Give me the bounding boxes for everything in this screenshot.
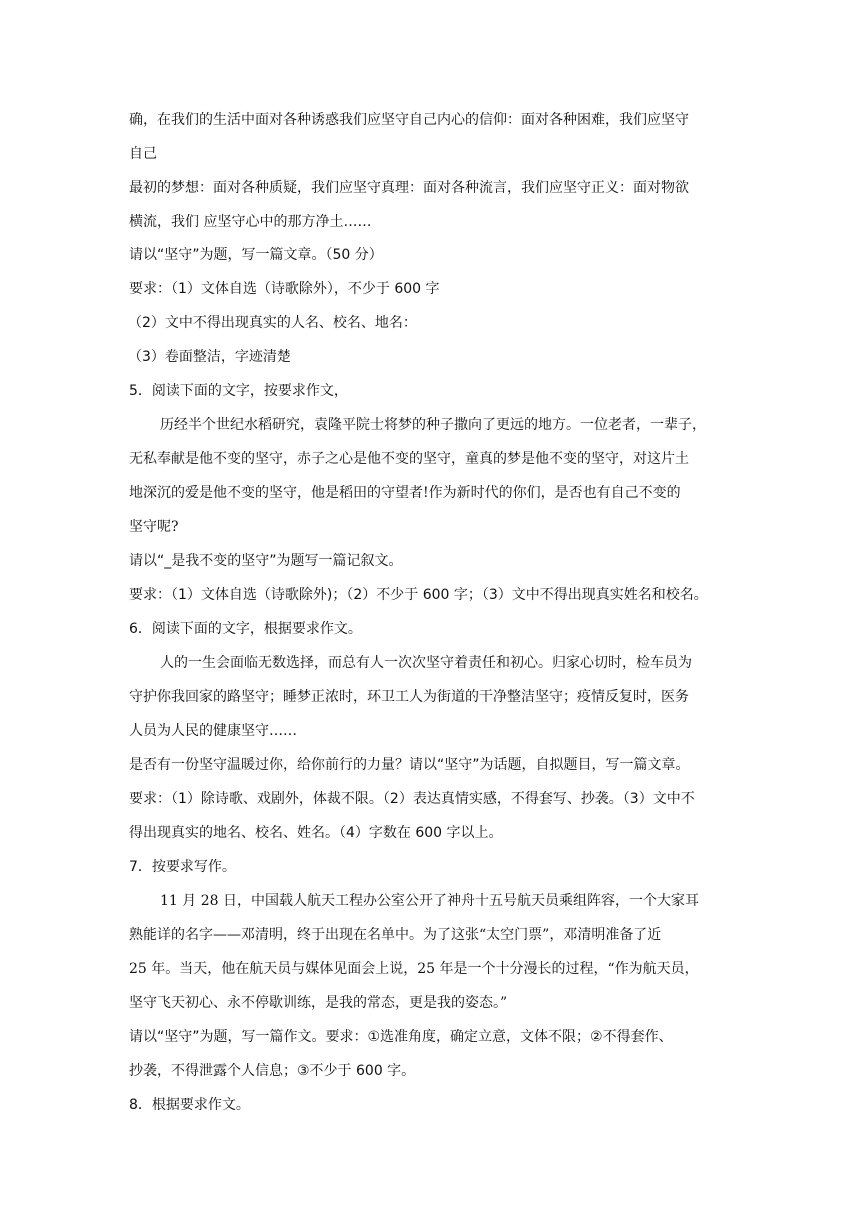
text-line: 请以“_是我不变的坚守”为题写一篇记叙文。 [129, 553, 403, 569]
text-line: 地深沉的爱是他不变的坚守，他是稻田的守望者!作为新时代的你们，是否也有自己不变的 [129, 485, 681, 501]
question-heading: 5．阅读下面的文字，按要求作文， [129, 383, 348, 399]
text-line: 确，在我们的生活中面对各种诱惑我们应坚守自己内心的信仰：面对各种困难，我们应坚守 [129, 112, 689, 128]
text-line: 最初的梦想：面对各种质疑，我们应坚守真理：面对各种流言，我们应坚守正义：面对物欲 [129, 180, 689, 196]
text-line: 人的一生会面临无数选择，而总有人一次次坚守着责任和初心。归家心切时，检车员为 [160, 655, 692, 671]
text-line: 抄袭，不得泄露个人信息；③不少于 600 字。 [129, 1063, 416, 1079]
text-line: 要求：（1）除诗歌、戏剧外，体裁不限。（2）表达真情实感，不得套写、抄袭。（3）文中不 [129, 791, 695, 807]
text-line: 历经半个世纪水稻研究，袁隆平院士将梦的种子撒向了更远的地方。一位老者，一辈子， [160, 417, 706, 433]
text-line: 熟能详的名字——邓清明，终于出现在名单中。为了这张“太空门票”，邓清明准备了近 [129, 927, 662, 943]
text-line: 要求：（1）文体自选（诗歌除外），不少于 600 字 [129, 281, 440, 297]
text-line: 要求：（1）文体自选（诗歌除外)；（2）不少于 600 字；（3）文中不得出现真实姓名和校名。 [129, 587, 708, 603]
text-line: （3）卷面整洁，字迹清楚 [128, 349, 291, 365]
text-line: 11 月 28 日，中国载人航天工程办公室公开了神舟十五号航天员乘组阵容，一个大家耳 [160, 893, 699, 909]
text-line: 请以“坚守”为题，写一篇作文。要求：①选准角度，确定立意，文体不限；②不得套作、 [129, 1029, 673, 1045]
question-heading: 6．阅读下面的文字，根据要求作文。 [129, 621, 362, 637]
text-line: 坚守呢? [129, 519, 179, 535]
text-line: 人员为人民的健康坚守…… [129, 723, 297, 739]
text-line: 25 年。当天，他在航天员与媒体见面会上说，25 年是一个十分漫长的过程，“作为航天员， [129, 961, 699, 977]
question-heading: 8．根据要求作文。 [129, 1097, 250, 1113]
text-line: 守护你我回家的路坚守；睡梦正浓时，环卫工人为街道的干净整洁坚守；疫情反复时，医务 [129, 689, 689, 705]
text-line: 请以“坚守”为题，写一篇文章。（50 分） [129, 247, 383, 263]
text-line: 横流，我们 应坚守心中的那方净土…… [129, 214, 372, 230]
text-line: 自己 [129, 146, 157, 162]
text-line: 无私奉献是他不变的坚守，赤子之心是他不变的坚守，童真的梦是他不变的坚守，对这片土 [129, 451, 689, 467]
text-line: （2）文中不得出现真实的人名、校名、地名： [128, 315, 417, 331]
text-line: 得出现真实的地名、校名、姓名。（4）字数在 600 字以上。 [129, 825, 503, 841]
question-heading: 7．按要求写作。 [129, 859, 236, 875]
text-line: 是否有一份坚守温暖过你，给你前行的力量？请以“坚守”为话题，自拟题目，写一篇文章。 [129, 757, 690, 773]
text-line: 坚守飞天初心、永不停歇训练，是我的常态，更是我的姿态。” [129, 995, 508, 1011]
